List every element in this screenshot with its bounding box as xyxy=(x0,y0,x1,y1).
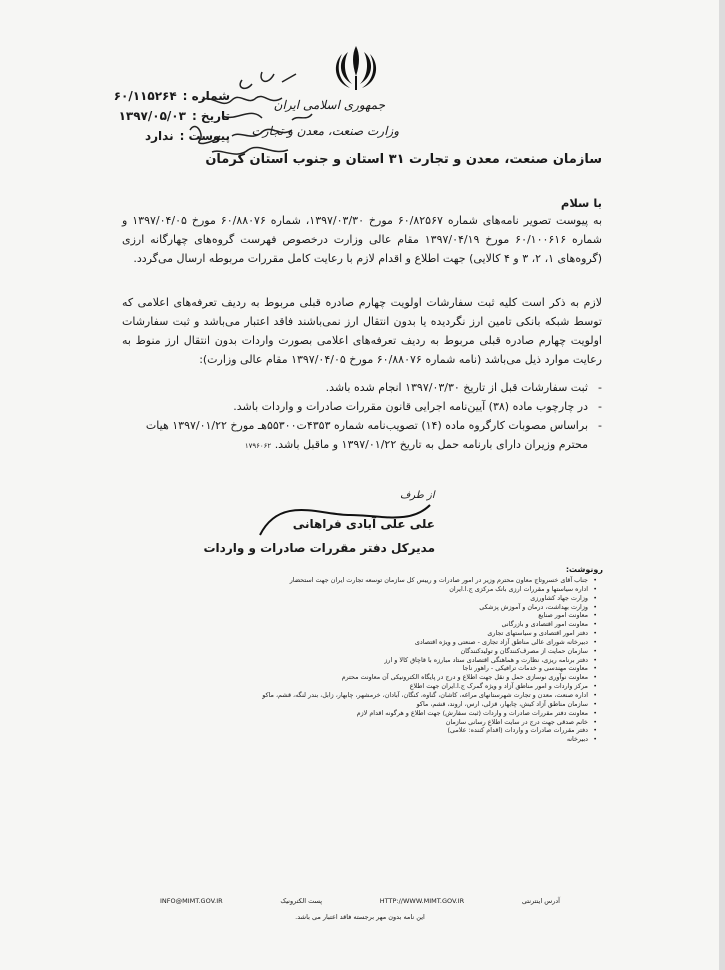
cc-item: • خانم صدقی جهت درج در سایت اطلاع رسانی سازمان xyxy=(127,718,597,727)
cc-item: • اداره سیاستها و مقررات ارزی بانک مرکزی ج.ا.ایران xyxy=(127,585,597,594)
ministry-line: وزارت صنعت، معدن و تجارت xyxy=(251,124,399,138)
page-edge xyxy=(719,0,725,970)
reference-date-value: ۱۳۹۷/۰۵/۰۳ xyxy=(118,109,186,123)
reference-number-label: شماره : xyxy=(182,89,230,103)
footer-address-label: آدرس اینترنتی xyxy=(521,897,560,905)
cc-item: • دفتر امور اقتصادی و سیاستهای تجاری xyxy=(127,629,597,638)
footer-email-label: پست الکترونیک xyxy=(280,897,323,905)
paragraph-attachment: به پیوست تصویر نامه‌های شماره ۶۰/۸۲۵۶۷ مورخ ۱۳۹۷/۰۳/۳۰، شماره ۶۰/۸۸۰۷۶ مورخ ۱۳۹۷/۰۴/۰۵ و شماره ۶۰/۱۰۰۶۱۶ مورخ ۱۳۹۷/۰۴/۱۹ مقام عالی وزارت درخصوص فهرست گروه‌های چهارگانه ارزی (گروه‌های ۱، ۲، ۳ و ۴ کالایی) جهت اطلاع و اقدام لازم با رعایت کامل مقررات مربوطه ارسال می‌گردد. xyxy=(122,214,603,265)
conditions-list xyxy=(122,378,602,456)
reference-attachment-value: ندارد xyxy=(144,129,174,143)
cc-item: • جناب آقای خسروتاج معاون محترم وزیر در امور صادرات و رییس کل سازمان توسعه تجارت ایران جهت استحضار xyxy=(127,576,597,585)
cc-item: • دفتر مقررات صادرات و واردات (اقدام کننده: علامی) xyxy=(127,726,597,735)
condition-item-text: براساس مصوبات کارگروه ماده (۱۴) تصویب‌نامه شماره ۴۳۵۳ت۵۵۳۰۰هـ مورخ ۱۳۹۷/۰۱/۲۲ هیات محترم وزیران دارای بارنامه حمل به تاریخ ۱۳۹۷/۰۱/۲۲ و ماقبل باشد. xyxy=(145,419,588,451)
salutation: با سلام xyxy=(560,196,602,210)
cc-item: • اداره صنعت، معدن و تجارت شهرستانهای مراغه، کاشان، گناوه، کنگان، آبادان، خرمشهر، چابهار، زابل، بندر لنگه، قشم، ماکو xyxy=(127,691,597,700)
condition-item: - در چارچوب ماده (۳۸) آیین‌نامه اجرایی قانون مقررات صادرات و واردات باشد. xyxy=(122,397,602,416)
footer-website: HTTP://WWW.MIMT.GOV.IR xyxy=(379,897,465,905)
signer-name: علی علی آبادی فراهانی xyxy=(292,517,435,531)
cc-item: • مرکز واردات و امور مناطق آزاد و ویژه گمرک ج.ا.ایران جهت اطلاع xyxy=(127,682,597,691)
cc-item: • دبیرخانه شورای عالی مناطق آزاد تجاری - صنعتی و ویژه اقتصادی xyxy=(127,638,597,647)
cc-item: • دفتر برنامه ریزی، نظارت و هماهنگی اقتصادی ستاد مبارزه با قاچاق کالا و ارز xyxy=(127,656,597,665)
footer-email: INFO@MIMT.GOV.IR xyxy=(160,897,223,905)
condition-item: - ثبت سفارشات قبل از تاریخ ۱۳۹۷/۰۳/۳۰ انجام شده باشد. xyxy=(122,378,602,397)
republic-line: جمهوری اسلامی ایران xyxy=(273,98,385,112)
footer-validity-note: این نامه بدون مهر برجسته فاقد اعتبار می باشد. xyxy=(295,913,425,921)
cc-item: • سازمان حمایت از مصرف‌کنندگان و تولیدکنندگان xyxy=(127,647,597,656)
cc-item: • معاونت مهندسی و خدمات ترافیکی - راهور ناجا xyxy=(127,664,597,673)
cc-list xyxy=(127,576,597,744)
reference-date-label: تاریخ : xyxy=(191,109,230,123)
cc-item: • معاونت دفتر مقررات صادرات و واردات (ثبت سفارش) جهت اطلاع و هرگونه اقدام لازم xyxy=(127,709,597,718)
cc-item: • وزارت بهداشت، درمان و آموزش پزشکی xyxy=(127,603,597,612)
signature-initials: از طرف xyxy=(400,490,435,501)
cc-item: • دبیرخانه xyxy=(127,735,597,744)
organization-title: سازمان صنعت، معدن و تجارت ۳۱ استان و جنوب استان کرمان xyxy=(205,152,602,167)
cc-heading: رونوشت: xyxy=(565,565,603,574)
condition-item xyxy=(122,416,602,456)
cc-item: • وزارت جهاد کشاورزی xyxy=(127,594,597,603)
signer-title: مدیرکل دفتر مقررات صادرات و واردات xyxy=(203,541,435,555)
reference-attachment-label: پیوست : xyxy=(179,129,230,143)
footer-contact-line xyxy=(160,897,560,905)
cc-item: • معاونت نوآوری نوسازی حمل و نقل جهت اطلاع و درج در پایگاه الکترونیکی آن معاونت محترم xyxy=(127,673,597,682)
reference-number-value: ۶۰/۱۱۵۲۶۴ xyxy=(113,89,177,103)
cc-item: • معاونت امور اقتصادی و بازرگانی xyxy=(127,620,597,629)
paragraph-conditions: لازم به ذکر است کلیه ثبت سفارشات اولویت چهارم صادره قبلی مربوط به ردیف تعرفه‌های اعلامی که توسط شبکه بانکی تامین ارز نگردیده یا بدون انتقال ارز نمی‌باشند فاقد اعتبار می‌باشد و ثبت سفارشات اولویت چهارم صادره قبلی مربوط به ردیف تعرفه‌های اعلامی بصورت واردات بدون انتقال ارز منوط به رعایت موارد ذیل می‌باشد (نامه شماره ۶۰/۸۸۰۷۶ مورخ ۱۳۹۷/۰۴/۰۵ مقام عالی وزارت): xyxy=(122,296,602,366)
cc-item: • سازمان مناطق آزاد کیش، چابهار، قزلی، ارس، اروند، قشم، ماکو xyxy=(127,700,597,709)
condition-item-ref: ۱۷۹۶۰۶۲ xyxy=(244,442,272,450)
cc-item: • معاونت امور صنایع xyxy=(127,611,597,620)
